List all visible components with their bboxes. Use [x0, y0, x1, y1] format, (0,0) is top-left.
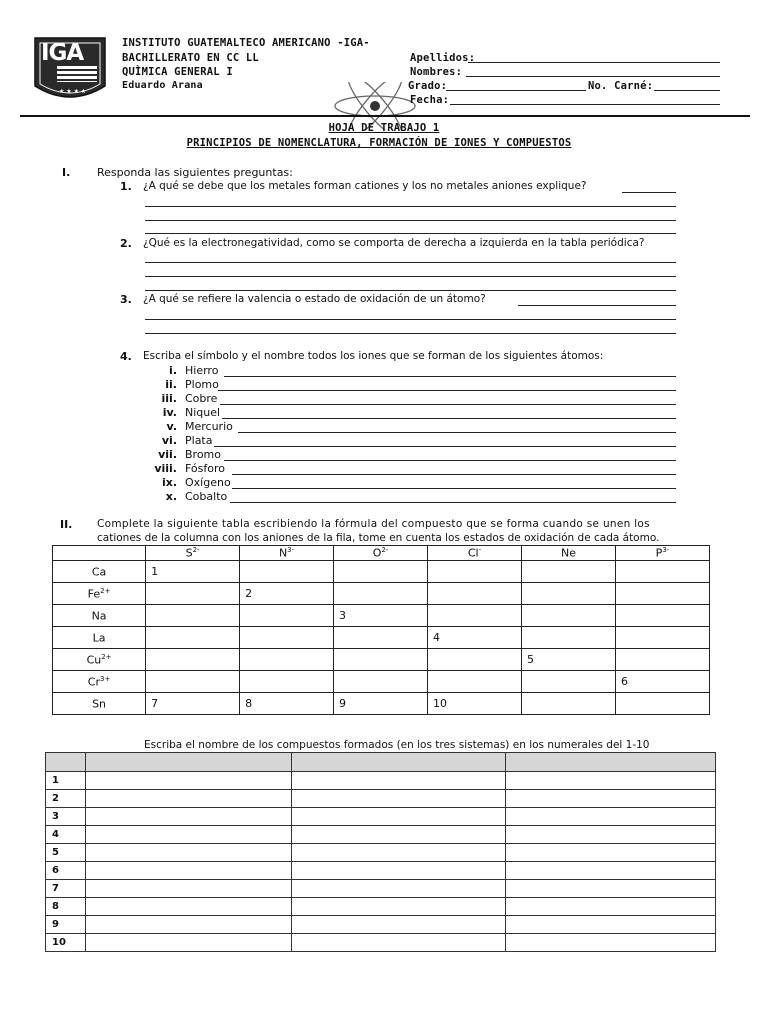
answer-line[interactable]: [622, 192, 676, 193]
question-2-number: 2.: [120, 237, 132, 250]
list-item: [140, 434, 680, 448]
anion-header: $S^{2-}$: [146, 546, 240, 561]
formula-cell[interactable]: [615, 627, 709, 649]
name-cell[interactable]: [85, 808, 291, 826]
name-cell[interactable]: [85, 862, 291, 880]
atom-number: i.: [169, 364, 177, 377]
question-4-text: Escriba el símbolo y el nombre todos los iones que se forman de los siguientes átomos:: [143, 350, 604, 362]
formula-cell[interactable]: [240, 627, 334, 649]
answer-line[interactable]: [214, 446, 676, 447]
list-item: [140, 420, 680, 434]
question-4-number: 4.: [120, 350, 132, 363]
name-cell[interactable]: [291, 934, 506, 952]
question-3-text: ¿A qué se refiere la valencia o estado de oxidación de un átomo?: [143, 293, 486, 305]
formula-cell[interactable]: [615, 605, 709, 627]
list-item: [140, 406, 680, 420]
formula-cell[interactable]: [334, 561, 428, 583]
svg-text:★ ★ ★ ★: ★ ★ ★ ★: [59, 88, 87, 95]
formula-cell[interactable]: [146, 605, 240, 627]
formula-cell[interactable]: [522, 561, 616, 583]
atom-name: Plomo: [185, 378, 219, 391]
table-row: [46, 844, 716, 862]
atom-name: Hierro: [185, 364, 219, 377]
atom-name: Oxígeno: [185, 476, 231, 489]
atom-name: Bromo: [185, 448, 222, 461]
atom-name: Fósforo: [185, 462, 226, 475]
nombres-label: Nombres:: [410, 66, 463, 78]
question-1-text: ¿A qué se debe que los metales forman cationes y los no metales aniones explique?: [143, 180, 587, 192]
formula-cell[interactable]: 5: [522, 649, 616, 671]
formula-cell[interactable]: [522, 605, 616, 627]
worksheet-title: HOJA DE TRABAJO 1: [328, 122, 440, 134]
fecha-label: Fecha:: [410, 94, 450, 106]
header-cell: [291, 753, 506, 772]
answer-line[interactable]: [518, 305, 676, 306]
formula-cell[interactable]: 3: [334, 605, 428, 627]
name-cell[interactable]: [506, 790, 716, 808]
name-cell[interactable]: [291, 862, 506, 880]
question-2-text: ¿Qué es la electronegatividad, como se comporta de derecha a izquierda en la tabla periódica?: [143, 237, 645, 249]
logo-text: IGA: [41, 40, 84, 66]
formula-cell[interactable]: [428, 561, 522, 583]
atom-name: Cobre: [185, 392, 218, 405]
question-1-number: 1.: [120, 180, 132, 193]
header-cell: [85, 753, 291, 772]
formula-cell[interactable]: [522, 583, 616, 605]
table-row: [53, 649, 710, 671]
answer-line[interactable]: [224, 460, 676, 461]
section-1-numeral: I.: [62, 166, 71, 179]
formula-cell[interactable]: [428, 583, 522, 605]
atom-name: Mercurio: [185, 420, 233, 433]
formula-cell[interactable]: [240, 561, 334, 583]
answer-line[interactable]: [222, 418, 676, 419]
formula-cell[interactable]: [334, 627, 428, 649]
table-row: [46, 880, 716, 898]
table-row: [53, 627, 710, 649]
atom-number: vii.: [158, 448, 177, 461]
name-cell[interactable]: [291, 808, 506, 826]
compound-formula-table: [52, 545, 710, 715]
name-cell[interactable]: [85, 826, 291, 844]
section-2-instruction-line1: Complete la siguiente tabla escribiendo la fórmula del compuesto que se forma cuando se unen los: [97, 518, 650, 530]
name-cell[interactable]: [291, 844, 506, 862]
anion-header: $N^{3-}$: [240, 546, 334, 561]
answer-line[interactable]: [232, 474, 676, 475]
list-item: [140, 364, 680, 378]
row-number: 9: [46, 916, 86, 934]
atom-number: x.: [165, 490, 177, 503]
table-row: [46, 898, 716, 916]
formula-cell[interactable]: 9: [334, 693, 428, 715]
name-cell[interactable]: [291, 772, 506, 790]
name-cell[interactable]: [506, 808, 716, 826]
formula-cell[interactable]: 6: [615, 671, 709, 693]
row-number: 10: [46, 934, 86, 952]
table-row: [53, 583, 710, 605]
formula-cell[interactable]: [146, 583, 240, 605]
answer-line[interactable]: [220, 404, 676, 405]
row-number: 6: [46, 862, 86, 880]
section-2-numeral: II.: [60, 518, 73, 531]
atom-name: Plata: [185, 434, 213, 447]
name-cell[interactable]: [506, 844, 716, 862]
formula-cell[interactable]: 2: [240, 583, 334, 605]
anion-header: $O^{2-}$: [334, 546, 428, 561]
answer-line[interactable]: [145, 262, 676, 263]
formula-cell[interactable]: [428, 671, 522, 693]
atom-name: Cobalto: [185, 490, 228, 503]
table-header-row: [46, 753, 716, 772]
name-cell[interactable]: [85, 790, 291, 808]
question-3-number: 3.: [120, 293, 132, 306]
answer-line[interactable]: [218, 390, 676, 391]
formula-cell[interactable]: 10: [428, 693, 522, 715]
atom-number: vi.: [161, 434, 177, 447]
table-row: [53, 561, 710, 583]
section-1-instruction: Responda las siguientes preguntas:: [97, 166, 293, 179]
name-cell[interactable]: [506, 772, 716, 790]
name-cell[interactable]: [85, 880, 291, 898]
formula-cell[interactable]: [522, 693, 616, 715]
table-row: [46, 790, 716, 808]
formula-cell[interactable]: [240, 671, 334, 693]
list-item: [140, 448, 680, 462]
atom-number: iv.: [162, 406, 177, 419]
formula-cell[interactable]: [240, 649, 334, 671]
name-cell[interactable]: [85, 772, 291, 790]
formula-cell[interactable]: 7: [146, 693, 240, 715]
row-number: 1: [46, 772, 86, 790]
name-cell[interactable]: [506, 898, 716, 916]
institution-name: INSTITUTO GUATEMALTECO AMERICANO -IGA-: [122, 37, 370, 49]
formula-cell[interactable]: [615, 649, 709, 671]
worksheet-subtitle: PRINCIPIOS DE NOMENCLATURA, FORMACIÓN DE IONES Y COMPUESTOS: [186, 137, 572, 149]
header-divider: [20, 115, 750, 117]
name-cell[interactable]: [291, 790, 506, 808]
anion-header: $P^{3-}$: [615, 546, 709, 561]
name-cell[interactable]: [291, 880, 506, 898]
header-cell: [46, 753, 86, 772]
header-cell: [506, 753, 716, 772]
formula-cell[interactable]: [334, 649, 428, 671]
formula-cell[interactable]: [146, 671, 240, 693]
name-cell[interactable]: [291, 826, 506, 844]
answer-line[interactable]: [145, 206, 676, 207]
list-item: [140, 462, 680, 476]
row-number: 4: [46, 826, 86, 844]
nombres-field[interactable]: [466, 76, 720, 77]
formula-cell[interactable]: 8: [240, 693, 334, 715]
compound-names-table: [45, 752, 716, 952]
cation-cell: $Cu^{2+}$: [53, 649, 146, 671]
row-number: 8: [46, 898, 86, 916]
carne-field[interactable]: [654, 90, 720, 91]
cation-cell: Sn: [53, 693, 146, 715]
name-cell[interactable]: [85, 934, 291, 952]
anion-header: Cl-: [428, 546, 522, 561]
formula-cell[interactable]: [615, 693, 709, 715]
formula-cell[interactable]: [334, 671, 428, 693]
grado-label: Grado:: [408, 80, 448, 92]
atom-number: ix.: [161, 476, 177, 489]
answer-line[interactable]: [145, 333, 676, 334]
cation-cell: Ca: [53, 561, 146, 583]
fecha-field[interactable]: [450, 104, 720, 105]
name-cell[interactable]: [506, 826, 716, 844]
row-number: 3: [46, 808, 86, 826]
answer-line[interactable]: [232, 488, 676, 489]
table-row: [46, 916, 716, 934]
row-number: 7: [46, 880, 86, 898]
answer-line[interactable]: [224, 376, 676, 377]
answer-line[interactable]: [145, 276, 676, 277]
anion-header: Ne: [522, 546, 616, 561]
name-cell[interactable]: [85, 916, 291, 934]
name-cell[interactable]: [506, 880, 716, 898]
name-cell[interactable]: [506, 934, 716, 952]
table-row: [53, 693, 710, 715]
cation-cell: $Fe^{2+}$: [53, 583, 146, 605]
formula-cell[interactable]: [522, 671, 616, 693]
table-row: [46, 772, 716, 790]
table-corner: [53, 546, 146, 561]
atom-number: v.: [166, 420, 177, 433]
program-name: BACHILLERATO EN CC LL: [122, 52, 259, 64]
formula-cell[interactable]: [428, 649, 522, 671]
formula-cell[interactable]: 1: [146, 561, 240, 583]
table-row: [46, 862, 716, 880]
name-cell[interactable]: [291, 898, 506, 916]
formula-cell[interactable]: [146, 649, 240, 671]
table-row: [53, 671, 710, 693]
formula-cell[interactable]: [146, 627, 240, 649]
atom-name: Niquel: [185, 406, 221, 419]
name-cell[interactable]: [506, 862, 716, 880]
carne-label: No. Carné:: [588, 80, 654, 92]
list-item: [140, 476, 680, 490]
list-item: [140, 392, 680, 406]
answer-line[interactable]: [230, 502, 676, 503]
formula-cell[interactable]: [428, 605, 522, 627]
cation-cell: Na: [53, 605, 146, 627]
atom-number: viii.: [154, 462, 177, 475]
table-row: [46, 826, 716, 844]
table-row: [46, 808, 716, 826]
row-number: 2: [46, 790, 86, 808]
formula-cell[interactable]: [615, 561, 709, 583]
section-2-instruction-line2: cationes de la columna con los aniones de la fila, tome en cuenta los estados de oxidación de cada átomo.: [97, 532, 660, 544]
cation-cell: La: [53, 627, 146, 649]
answer-line[interactable]: [238, 432, 676, 433]
table-row: [53, 605, 710, 627]
cation-cell: $Cr^{3+}$: [53, 671, 146, 693]
name-cell[interactable]: [506, 916, 716, 934]
atom-number: iii.: [161, 392, 177, 405]
section-3-instruction: Escriba el nombre de los compuestos formados (en los tres sistemas) en los numerales del 1-10: [144, 739, 650, 751]
table-header-row: [53, 546, 710, 561]
formula-cell[interactable]: 4: [428, 627, 522, 649]
list-item: [140, 378, 680, 392]
answer-line[interactable]: [145, 290, 676, 291]
table-row: [46, 934, 716, 952]
name-cell[interactable]: [85, 844, 291, 862]
formula-cell[interactable]: [615, 583, 709, 605]
formula-cell[interactable]: [522, 627, 616, 649]
formula-cell[interactable]: [334, 583, 428, 605]
grado-field[interactable]: [446, 90, 586, 91]
school-logo: [33, 36, 107, 104]
course-name: QUÌMICA GENERAL I: [122, 66, 233, 78]
formula-cell[interactable]: [240, 605, 334, 627]
name-cell[interactable]: [85, 898, 291, 916]
list-item: [140, 490, 680, 504]
apellidos-label: Apellidos:: [410, 52, 476, 64]
apellidos-field[interactable]: [468, 62, 720, 63]
row-number: 5: [46, 844, 86, 862]
answer-line[interactable]: [145, 233, 676, 234]
name-cell[interactable]: [291, 916, 506, 934]
atom-number: ii.: [165, 378, 177, 391]
answer-line[interactable]: [145, 319, 676, 320]
teacher-name: Eduardo Arana: [122, 80, 203, 91]
answer-line[interactable]: [145, 220, 676, 221]
